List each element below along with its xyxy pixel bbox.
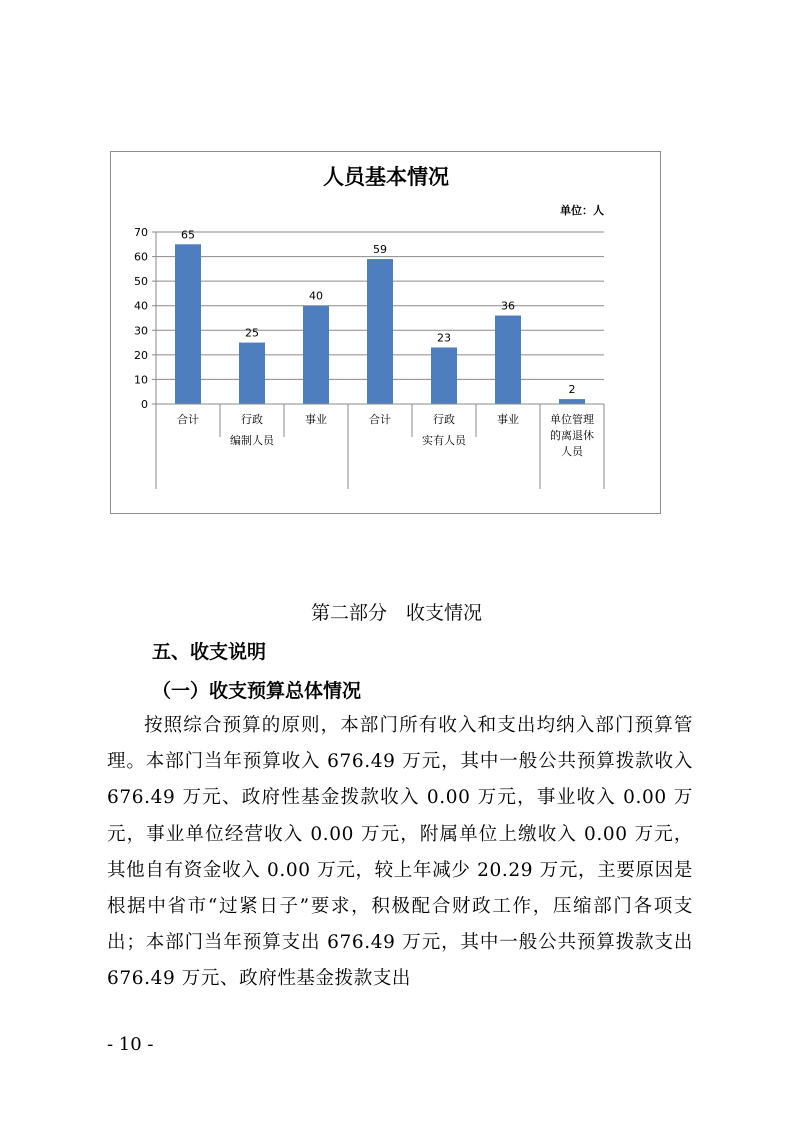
y-tick-label: 30 [134,324,148,338]
y-tick-label: 70 [134,226,148,239]
category-label: 行政 [433,413,455,426]
bar-5 [431,347,457,404]
data-label: 65 [181,228,195,242]
group-label: 实有人员 [422,434,466,447]
category-label: 行政 [241,413,263,426]
category-label: 合计 [177,413,199,426]
category-label: 单位管理 [550,413,594,426]
category-label: 事业 [497,413,519,426]
chart-frame [110,151,661,514]
category-label: 人员 [561,445,583,458]
section-heading: 第二部分 收支情况 [310,602,482,624]
heading-level-1: 五、收支说明 [152,641,267,663]
category-label: 事业 [305,413,327,426]
bar-chart [111,152,662,515]
data-label: 23 [437,331,451,345]
category-label: 的离退休 [550,429,594,442]
y-tick-label: 20 [134,348,148,362]
y-tick-label: 60 [134,250,148,264]
data-label: 2 [568,383,576,397]
y-tick-label: 10 [134,373,148,387]
bar-3 [303,306,329,404]
bar-1 [175,244,201,404]
chart-title: 人员基本情况 [323,165,449,189]
heading-level-2: （一）收支预算总体情况 [152,680,362,702]
unit-label: 单位：人 [560,204,604,217]
bar-2 [239,343,265,404]
category-label: 合计 [369,413,391,426]
data-label: 36 [501,299,515,313]
y-tick-label: 40 [134,299,148,313]
y-tick-label: 0 [141,398,148,411]
bar-7 [559,399,585,404]
bar-6 [495,316,521,404]
page-number: - 10 - [107,1034,154,1055]
group-label: 编制人员 [230,434,274,447]
data-label: 59 [373,243,387,257]
bar-4 [367,259,393,404]
body-paragraph: 按照综合预算的原则，本部门所有收入和支出均纳入部门预算管理。本部门当年预算收入 676.49 万元，其中一般公共预算拨款收入 676.49 万元、政府性基金拨款收入 0.00 万元，事业收入 0.00 万元，事业单位经营收入 0.00 万元，附属单位上缴收入 0.00 万元，其他自有资金收入 0.00 万元，较上年减少 20.29 万元，主要原因是根据中省市“过紧日子”要求，积极配合财政工作，压缩部门各项支出；本部门当年预算支出 676.49 万元，其中一般公共预算拨款支出 676.49 万元、政府性基金拨款支出 [107,715,693,990]
data-label: 25 [245,326,259,340]
data-label: 40 [309,289,323,303]
y-tick-label: 50 [134,275,148,289]
